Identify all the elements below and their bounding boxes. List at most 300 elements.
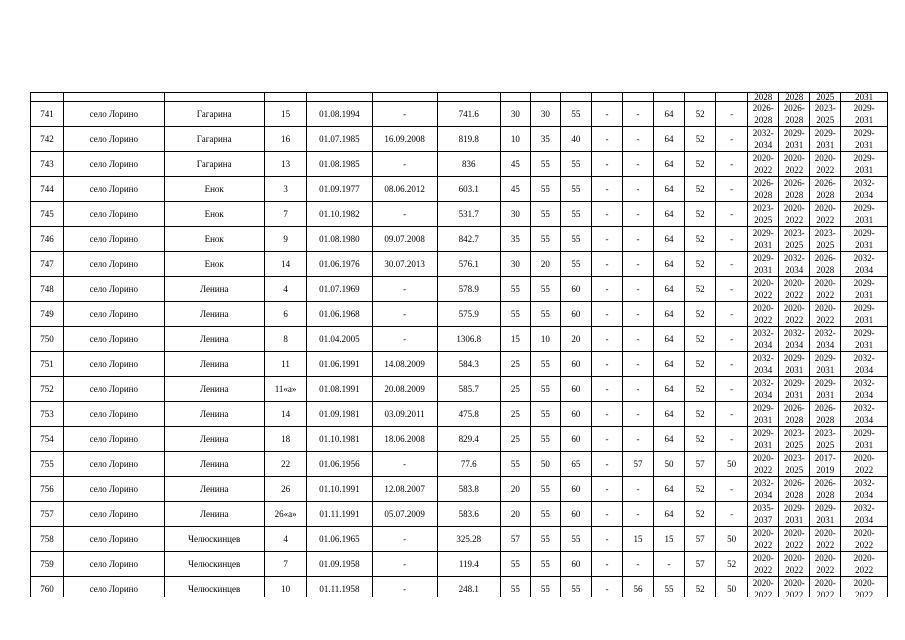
registration-date-cell: - <box>372 552 437 577</box>
wear-cell: 20 <box>530 252 560 277</box>
wear-cell: - <box>716 127 748 152</box>
wear-cell: - <box>622 252 653 277</box>
repair-period-cell <box>779 452 810 477</box>
wear-cell: 55 <box>500 277 530 302</box>
period-start: 2035- <box>752 503 774 513</box>
wear-cell: - <box>716 352 748 377</box>
commissioning-date-cell: 01.06.1956 <box>307 452 372 477</box>
wear-cell: 64 <box>654 252 685 277</box>
wear-cell: 52 <box>685 477 716 502</box>
wear-cell: 52 <box>716 552 748 577</box>
wear-cell: 10 <box>500 127 530 152</box>
settlement-cell: село Лорино <box>64 202 164 227</box>
street-cell: Ленина <box>164 477 264 502</box>
commissioning-date-cell: 01.07.1969 <box>307 277 372 302</box>
commissioning-date-cell: 01.08.1985 <box>307 152 372 177</box>
period-end: 2022 <box>816 565 835 575</box>
table-row <box>31 277 888 302</box>
commissioning-date-cell: 01.06.1991 <box>307 352 372 377</box>
repair-period-cell <box>841 502 888 527</box>
period-start: 2026- <box>752 103 774 113</box>
top-cell <box>591 93 622 102</box>
table-row <box>31 427 888 452</box>
period-end: 2028 <box>785 115 804 125</box>
period-end: 2028 <box>816 490 835 500</box>
period-end: 2028 <box>816 415 835 425</box>
street-cell: Енок <box>164 227 264 252</box>
period-end: 2031 <box>855 290 874 300</box>
registration-date-cell: - <box>372 277 437 302</box>
wear-cell: 55 <box>530 552 560 577</box>
settlement-cell: село Лорино <box>64 327 164 352</box>
row-number-cell: 760 <box>31 577 64 598</box>
wear-cell: 25 <box>500 352 530 377</box>
wear-cell: - <box>716 477 748 502</box>
repair-period-cell <box>748 377 779 402</box>
wear-cell: 52 <box>685 302 716 327</box>
repair-period-cell <box>810 577 841 598</box>
period-start: 2026- <box>783 178 805 188</box>
wear-cell: - <box>591 527 622 552</box>
repair-period-cell <box>841 127 888 152</box>
wear-cell: - <box>591 402 622 427</box>
wear-cell: 55 <box>530 202 560 227</box>
wear-cell: 55 <box>500 452 530 477</box>
registration-date-cell: 18.06.2008 <box>372 427 437 452</box>
wear-cell: 60 <box>560 352 591 377</box>
wear-cell: - <box>622 352 653 377</box>
wear-cell: 40 <box>560 127 591 152</box>
repair-period-cell <box>810 227 841 252</box>
street-cell: Енок <box>164 177 264 202</box>
row-number-cell: 745 <box>31 202 64 227</box>
top-cell <box>164 93 264 102</box>
wear-cell: 60 <box>560 427 591 452</box>
house-number-cell: 26 <box>264 477 306 502</box>
wear-cell: 55 <box>500 552 530 577</box>
period-start: 2029- <box>783 353 805 363</box>
street-cell: Гагарина <box>164 152 264 177</box>
wear-cell: - <box>622 477 653 502</box>
wear-cell: - <box>591 452 622 477</box>
area-cell: 819.8 <box>437 127 500 152</box>
wear-cell: - <box>622 152 653 177</box>
repair-period-cell <box>810 377 841 402</box>
wear-cell: 60 <box>560 377 591 402</box>
row-number-cell: 746 <box>31 227 64 252</box>
repair-period-cell <box>841 352 888 377</box>
wear-cell: - <box>591 377 622 402</box>
wear-cell: - <box>622 177 653 202</box>
commissioning-date-cell: 01.06.1976 <box>307 252 372 277</box>
wear-cell: 30 <box>530 102 560 127</box>
repair-period-cell <box>841 302 888 327</box>
repair-period-cell <box>779 177 810 202</box>
house-number-cell: 3 <box>264 177 306 202</box>
wear-cell: 55 <box>500 302 530 327</box>
repair-period-cell <box>779 127 810 152</box>
period-start: 2029- <box>853 303 875 313</box>
wear-cell: 15 <box>622 527 653 552</box>
row-number-cell: 748 <box>31 277 64 302</box>
top-cell-year: 2028 <box>748 93 779 102</box>
period-end: 2031 <box>785 140 804 150</box>
table-row <box>31 477 888 502</box>
settlement-cell: село Лорино <box>64 127 164 152</box>
table-row <box>31 152 888 177</box>
repair-period-cell <box>810 102 841 127</box>
street-cell: Енок <box>164 252 264 277</box>
row-number-cell: 752 <box>31 377 64 402</box>
wear-cell: - <box>622 402 653 427</box>
period-start: 2020- <box>814 553 836 563</box>
period-end: 2031 <box>785 515 804 525</box>
repair-period-cell <box>748 477 779 502</box>
period-end: 2031 <box>816 390 835 400</box>
period-start: 2032- <box>783 253 805 263</box>
settlement-cell: село Лорино <box>64 427 164 452</box>
top-cell-year: 2031 <box>841 93 888 102</box>
repair-period-cell <box>810 202 841 227</box>
wear-cell: 55 <box>530 427 560 452</box>
wear-cell: 65 <box>560 452 591 477</box>
wear-cell: 52 <box>685 102 716 127</box>
wear-cell: 50 <box>716 527 748 552</box>
repair-period-cell <box>810 477 841 502</box>
period-end: 2022 <box>754 290 773 300</box>
wear-cell: 50 <box>654 452 685 477</box>
wear-cell: 45 <box>500 152 530 177</box>
wear-cell: 64 <box>654 402 685 427</box>
wear-cell: 35 <box>500 227 530 252</box>
wear-cell: - <box>591 277 622 302</box>
repair-period-cell <box>779 152 810 177</box>
period-end: 2022 <box>816 315 835 325</box>
commissioning-date-cell: 01.07.1985 <box>307 127 372 152</box>
area-cell: 475.8 <box>437 402 500 427</box>
wear-cell: 52 <box>685 127 716 152</box>
wear-cell: 50 <box>716 577 748 598</box>
house-number-cell: 14 <box>264 252 306 277</box>
wear-cell: - <box>716 277 748 302</box>
period-end: 2022 <box>816 165 835 175</box>
period-start: 2020- <box>783 153 805 163</box>
registration-date-cell: - <box>372 452 437 477</box>
period-start: 2020- <box>814 203 836 213</box>
wear-cell: 55 <box>530 152 560 177</box>
period-start: 2029- <box>853 153 875 163</box>
wear-cell: 64 <box>654 277 685 302</box>
wear-cell: - <box>622 202 653 227</box>
repair-period-cell <box>810 527 841 552</box>
table-row <box>31 527 888 552</box>
area-cell: 842.7 <box>437 227 500 252</box>
wear-cell: 55 <box>560 102 591 127</box>
commissioning-date-cell: 01.10.1982 <box>307 202 372 227</box>
period-start: 2020- <box>783 578 805 588</box>
top-cell <box>31 93 64 102</box>
repair-period-cell <box>841 327 888 352</box>
street-cell: Ленина <box>164 352 264 377</box>
row-number-cell: 741 <box>31 102 64 127</box>
wear-cell: 30 <box>500 102 530 127</box>
repair-period-cell <box>748 502 779 527</box>
period-end: 2034 <box>754 390 773 400</box>
repair-period-cell <box>748 102 779 127</box>
repair-period-cell <box>810 427 841 452</box>
period-end: 2031 <box>855 315 874 325</box>
wear-cell: 60 <box>560 477 591 502</box>
repair-period-cell <box>748 277 779 302</box>
wear-cell: 55 <box>530 377 560 402</box>
top-cell <box>264 93 306 102</box>
repair-period-cell <box>841 402 888 427</box>
table-row <box>31 252 888 277</box>
wear-cell: 60 <box>560 277 591 302</box>
period-start: 2029- <box>752 428 774 438</box>
registration-date-cell: 08.06.2012 <box>372 177 437 202</box>
commissioning-date-cell: 01.04.2005 <box>307 327 372 352</box>
period-end: 2022 <box>785 590 804 597</box>
area-cell: 325.28 <box>437 527 500 552</box>
period-end: 2022 <box>754 565 773 575</box>
wear-cell: 64 <box>654 202 685 227</box>
wear-cell: 52 <box>685 577 716 598</box>
repair-period-cell <box>779 552 810 577</box>
wear-cell: 57 <box>622 452 653 477</box>
wear-cell: 55 <box>560 527 591 552</box>
street-cell: Ленина <box>164 427 264 452</box>
wear-cell: 55 <box>530 277 560 302</box>
period-end: 2022 <box>785 540 804 550</box>
wear-cell: 52 <box>685 377 716 402</box>
row-number-cell: 759 <box>31 552 64 577</box>
wear-cell: - <box>716 377 748 402</box>
period-end: 2022 <box>754 590 773 597</box>
area-cell: 583.6 <box>437 502 500 527</box>
period-start: 2032- <box>752 353 774 363</box>
repair-period-cell <box>779 352 810 377</box>
wear-cell: 52 <box>685 327 716 352</box>
repair-period-cell <box>841 577 888 598</box>
row-number-cell: 757 <box>31 502 64 527</box>
top-cell <box>685 93 716 102</box>
area-cell: 578.9 <box>437 277 500 302</box>
period-end: 2031 <box>855 165 874 175</box>
period-start: 2023- <box>783 453 805 463</box>
repair-period-cell <box>779 252 810 277</box>
row-number-cell: 753 <box>31 402 64 427</box>
area-cell: 741.6 <box>437 102 500 127</box>
house-number-cell: 4 <box>264 277 306 302</box>
house-number-cell: 4 <box>264 527 306 552</box>
period-start: 2032- <box>853 503 875 513</box>
repair-period-cell <box>810 352 841 377</box>
wear-cell: 64 <box>654 127 685 152</box>
table-row <box>31 327 888 352</box>
period-start: 2020- <box>814 303 836 313</box>
period-end: 2031 <box>754 440 773 450</box>
area-cell: 583.8 <box>437 477 500 502</box>
wear-cell: - <box>716 402 748 427</box>
street-cell: Гагарина <box>164 102 264 127</box>
house-number-cell: 16 <box>264 127 306 152</box>
period-start: 2020- <box>752 453 774 463</box>
repair-period-cell <box>779 402 810 427</box>
period-end: 2022 <box>785 315 804 325</box>
wear-cell: 55 <box>560 202 591 227</box>
repair-period-cell <box>748 152 779 177</box>
row-number-cell: 750 <box>31 327 64 352</box>
period-end: 2022 <box>785 215 804 225</box>
wear-cell: 64 <box>654 352 685 377</box>
period-start: 2032- <box>752 478 774 488</box>
period-start: 2020- <box>814 578 836 588</box>
period-start: 2020- <box>752 528 774 538</box>
house-number-cell: 13 <box>264 152 306 177</box>
period-end: 2025 <box>785 440 804 450</box>
period-start: 2029- <box>814 378 836 388</box>
registration-date-cell: 14.08.2009 <box>372 352 437 377</box>
period-end: 2031 <box>816 515 835 525</box>
wear-cell: 64 <box>654 152 685 177</box>
period-start: 2029- <box>853 328 875 338</box>
settlement-cell: село Лорино <box>64 227 164 252</box>
period-end: 2025 <box>754 215 773 225</box>
table-row <box>31 102 888 127</box>
period-start: 2020- <box>853 578 875 588</box>
wear-cell: - <box>591 152 622 177</box>
wear-cell: - <box>591 427 622 452</box>
wear-cell: - <box>591 577 622 598</box>
wear-cell: - <box>716 202 748 227</box>
wear-cell: 52 <box>685 502 716 527</box>
wear-cell: - <box>716 152 748 177</box>
period-end: 2031 <box>855 115 874 125</box>
repair-period-cell <box>810 452 841 477</box>
wear-cell: 45 <box>500 177 530 202</box>
wear-cell: 50 <box>716 452 748 477</box>
wear-cell: - <box>622 102 653 127</box>
period-end: 2031 <box>855 215 874 225</box>
wear-cell: 55 <box>530 352 560 377</box>
period-start: 2029- <box>853 103 875 113</box>
period-end: 2022 <box>785 165 804 175</box>
house-number-cell: 22 <box>264 452 306 477</box>
wear-cell: - <box>716 102 748 127</box>
repair-period-cell <box>779 277 810 302</box>
wear-cell: 57 <box>685 527 716 552</box>
wear-cell: 55 <box>654 577 685 598</box>
wear-cell: - <box>591 327 622 352</box>
period-start: 2026- <box>814 478 836 488</box>
wear-cell: - <box>591 227 622 252</box>
settlement-cell: село Лорино <box>64 302 164 327</box>
period-start: 2020- <box>752 303 774 313</box>
period-start: 2026- <box>783 403 805 413</box>
area-cell: 576.1 <box>437 252 500 277</box>
house-number-cell: 7 <box>264 552 306 577</box>
area-cell: 585.7 <box>437 377 500 402</box>
repair-period-cell <box>748 227 779 252</box>
period-end: 2022 <box>754 540 773 550</box>
period-start: 2029- <box>853 128 875 138</box>
period-end: 2034 <box>754 490 773 500</box>
settlement-cell: село Лорино <box>64 502 164 527</box>
period-end: 2019 <box>816 465 835 475</box>
repair-period-cell <box>810 252 841 277</box>
period-end: 2034 <box>855 390 874 400</box>
table-row <box>31 227 888 252</box>
top-cell-year: 2025 <box>810 93 841 102</box>
house-number-cell: 6 <box>264 302 306 327</box>
wear-cell: 25 <box>500 402 530 427</box>
period-start: 2032- <box>853 378 875 388</box>
top-cell <box>437 93 500 102</box>
registration-date-cell: 20.08.2009 <box>372 377 437 402</box>
period-end: 2034 <box>855 365 874 375</box>
street-cell: Челюскинцев <box>164 552 264 577</box>
top-cell <box>622 93 653 102</box>
wear-cell: - <box>591 202 622 227</box>
repair-period-cell <box>748 427 779 452</box>
wear-cell: 57 <box>500 527 530 552</box>
wear-cell: 52 <box>685 152 716 177</box>
repair-period-cell <box>810 327 841 352</box>
area-cell: 829.4 <box>437 427 500 452</box>
repair-period-cell <box>779 477 810 502</box>
repair-period-cell <box>748 552 779 577</box>
repair-period-cell <box>748 452 779 477</box>
wear-cell: 25 <box>500 377 530 402</box>
period-end: 2034 <box>855 515 874 525</box>
row-number-cell: 749 <box>31 302 64 327</box>
wear-cell: 15 <box>654 527 685 552</box>
house-number-cell: 18 <box>264 427 306 452</box>
period-start: 2020- <box>752 153 774 163</box>
period-end: 2022 <box>855 540 874 550</box>
repair-period-cell <box>810 552 841 577</box>
wear-cell: - <box>716 177 748 202</box>
period-end: 2034 <box>785 340 804 350</box>
period-start: 2023- <box>814 428 836 438</box>
period-end: 2028 <box>816 265 835 275</box>
repair-period-cell <box>748 202 779 227</box>
registration-date-cell: - <box>372 527 437 552</box>
row-number-cell: 754 <box>31 427 64 452</box>
table-row <box>31 552 888 577</box>
period-start: 2032- <box>853 353 875 363</box>
table-row <box>31 502 888 527</box>
period-start: 2032- <box>853 403 875 413</box>
street-cell: Челюскинцев <box>164 527 264 552</box>
period-start: 2020- <box>752 553 774 563</box>
wear-cell: - <box>716 252 748 277</box>
wear-cell: - <box>591 102 622 127</box>
wear-cell: 55 <box>560 252 591 277</box>
top-cell <box>530 93 560 102</box>
registration-date-cell: 16.09.2008 <box>372 127 437 152</box>
period-end: 2034 <box>754 140 773 150</box>
wear-cell: - <box>716 502 748 527</box>
wear-cell: 64 <box>654 102 685 127</box>
period-end: 2028 <box>754 190 773 200</box>
wear-cell: 52 <box>685 252 716 277</box>
house-number-cell: 26«а» <box>264 502 306 527</box>
wear-cell: 52 <box>685 427 716 452</box>
table-row <box>31 577 888 598</box>
period-start: 2026- <box>752 178 774 188</box>
